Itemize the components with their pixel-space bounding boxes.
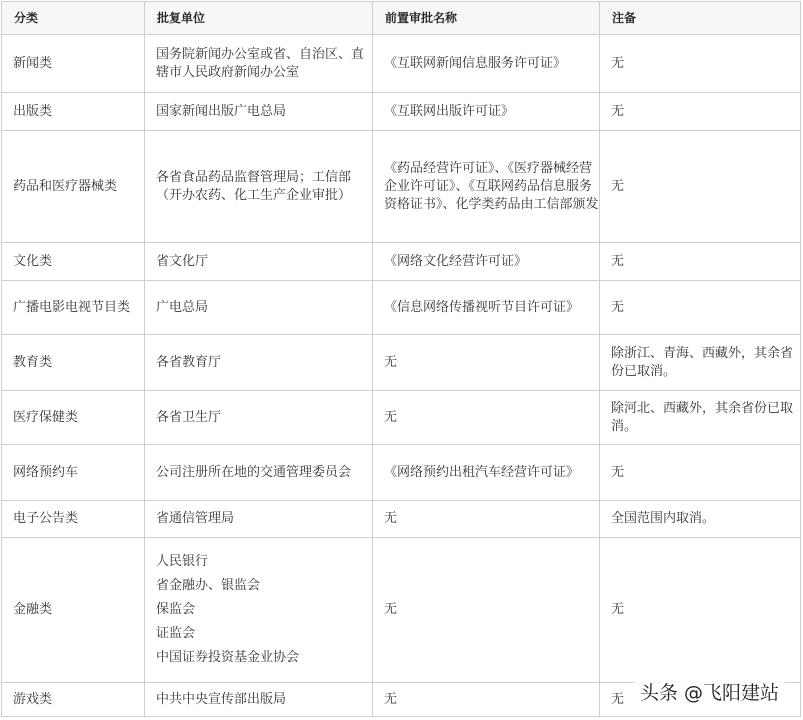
cell-note: 无: [600, 683, 801, 717]
cell-note: 无: [600, 131, 801, 243]
cell-authority: 公司注册所在地的交通管理委员会: [145, 445, 373, 501]
cell-note: 全国范围内取消。: [600, 501, 801, 538]
table-row: [2, 93, 801, 131]
approval-table: [1, 1, 801, 717]
cell-note: 无: [600, 93, 801, 131]
table-row: [2, 281, 801, 335]
authority-line: 保监会: [156, 602, 196, 617]
cell-note: 无: [600, 538, 801, 683]
cell-note: 除河北、西藏外，其余省份已取消。: [600, 391, 801, 445]
table-row: [2, 391, 801, 445]
cell-authority: 国家新闻出版广电总局: [145, 93, 373, 131]
table-row: [2, 131, 801, 243]
authority-line: 省金融办、银监会: [156, 578, 261, 593]
cell-authority: 广电总局: [145, 281, 373, 335]
cell-authority: [145, 538, 373, 683]
cell-note: 无: [600, 243, 801, 281]
cell-authority: 各省教育厅: [145, 335, 373, 391]
cell-approval: 《网络预约出租汽车经营许可证》: [373, 445, 600, 501]
authority-line: 中国证券投资基金业协会: [156, 650, 300, 665]
cell-category: 广播电影电视节目类: [2, 281, 145, 335]
authority-line: 证监会: [156, 626, 196, 641]
cell-note: 无: [600, 281, 801, 335]
cell-approval: 无: [373, 683, 600, 717]
header-authority: 批复单位: [145, 2, 373, 35]
table-row: [2, 538, 801, 683]
cell-authority: 各省食品药品监督管理局；工信部（开办农药、化工生产企业审批）: [145, 131, 373, 243]
cell-authority: 各省卫生厅: [145, 391, 373, 445]
header-note: 注备: [600, 2, 801, 35]
cell-approval: 无: [373, 335, 600, 391]
table-row: [2, 501, 801, 538]
cell-approval: 无: [373, 538, 600, 683]
cell-approval: 无: [373, 501, 600, 538]
cell-category: 出版类: [2, 93, 145, 131]
cell-approval: 无: [373, 391, 600, 445]
cell-category: 文化类: [2, 243, 145, 281]
cell-approval: 《网络文化经营许可证》: [373, 243, 600, 281]
authority-line: 人民银行: [156, 554, 209, 569]
cell-approval: 《互联网新闻信息服务许可证》: [373, 35, 600, 93]
cell-note: 除浙江、青海、西藏外，其余省份已取消。: [600, 335, 801, 391]
table-row: [2, 335, 801, 391]
header-category: 分类: [2, 2, 145, 35]
cell-note: 无: [600, 445, 801, 501]
cell-category: 教育类: [2, 335, 145, 391]
cell-category: 医疗保健类: [2, 391, 145, 445]
cell-approval: 《互联网出版许可证》: [373, 93, 600, 131]
cell-approval: 《信息网络传播视听节目许可证》: [373, 281, 600, 335]
cell-authority: 国务院新闻办公室或省、自治区、直辖市人民政府新闻办公室: [145, 35, 373, 93]
cell-note: 无: [600, 35, 801, 93]
cell-approval: 《药品经营许可证》、《医疗器械经营企业许可证》、《互联网药品信息服务资格证书》、化学类药品由工信部颁发: [373, 131, 600, 243]
cell-category: 网络预约车: [2, 445, 145, 501]
cell-authority: 省文化厅: [145, 243, 373, 281]
cell-authority: 省通信管理局: [145, 501, 373, 538]
cell-category: 金融类: [2, 538, 145, 683]
header-row: [2, 2, 801, 35]
cell-category: 新闻类: [2, 35, 145, 93]
cell-category: 药品和医疗器械类: [2, 131, 145, 243]
cell-authority: 中共中央宣传部出版局: [145, 683, 373, 717]
cell-category: 游戏类: [2, 683, 145, 717]
header-approval-name: 前置审批名称: [373, 2, 600, 35]
table-row: [2, 35, 801, 93]
cell-category: 电子公告类: [2, 501, 145, 538]
watermark: 头条 @飞阳建站: [634, 676, 785, 710]
table-row: [2, 445, 801, 501]
table-row: [2, 243, 801, 281]
